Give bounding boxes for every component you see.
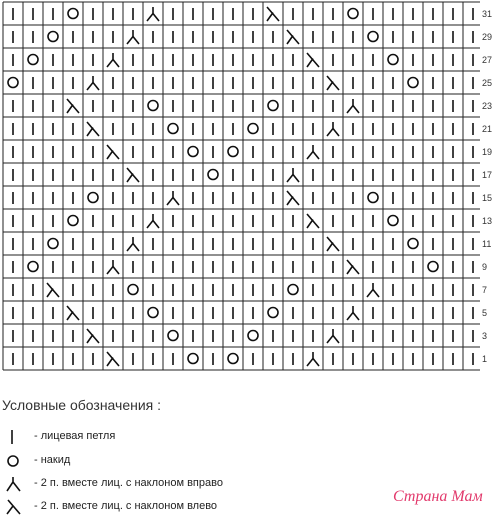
k2tog-right-icon xyxy=(4,474,24,494)
k2tog-right xyxy=(327,329,339,343)
yarn-over xyxy=(148,101,158,111)
k2tog-right xyxy=(107,53,119,67)
yarn-over xyxy=(248,124,258,134)
row-number: 13 xyxy=(482,215,493,226)
yarn-over-icon xyxy=(4,451,24,471)
k2tog-right xyxy=(307,352,319,366)
row-number: 1 xyxy=(482,353,488,364)
k2tog-right xyxy=(147,7,159,21)
k2tog-left-icon xyxy=(4,497,24,517)
row-number: 11 xyxy=(482,238,492,249)
k2tog-right xyxy=(107,260,119,274)
row-number: 21 xyxy=(482,123,493,134)
row-number: 23 xyxy=(482,100,493,111)
row-number: 25 xyxy=(482,77,493,88)
k2tog-right xyxy=(127,237,139,251)
k2tog-right xyxy=(87,76,99,90)
k2tog-left xyxy=(47,283,59,297)
watermark-logo: Страна Мам xyxy=(393,488,483,505)
yarn-over xyxy=(368,32,378,42)
yarn-over xyxy=(428,262,438,272)
k2tog-left xyxy=(287,191,299,205)
k2tog-right xyxy=(167,191,179,205)
yarn-over xyxy=(388,55,398,65)
yarn-over xyxy=(268,101,278,111)
legend-label: - 2 п. вместе лиц. с наклоном влево xyxy=(34,500,218,512)
yarn-over xyxy=(28,262,38,272)
row-number: 5 xyxy=(482,307,488,318)
k2tog-right xyxy=(367,283,379,297)
k2tog-left xyxy=(267,7,279,21)
k2tog-right xyxy=(307,145,319,159)
legend-item-knit xyxy=(4,427,304,449)
k2tog-left xyxy=(287,30,299,44)
yarn-over xyxy=(368,193,378,203)
yarn-over xyxy=(188,354,198,364)
yarn-over xyxy=(168,124,178,134)
yarn-over xyxy=(128,285,138,295)
yarn-over xyxy=(48,239,58,249)
yarn-over xyxy=(408,239,418,249)
k2tog-left xyxy=(327,76,339,90)
yarn-over xyxy=(388,216,398,226)
yarn-over xyxy=(68,216,78,226)
k2tog-right xyxy=(287,168,299,182)
yarn-over xyxy=(288,285,298,295)
k2tog-left xyxy=(347,260,359,274)
yarn-over xyxy=(48,32,58,42)
k2tog-right xyxy=(347,306,359,320)
legend-label: - 2 п. вместе лиц. с наклоном вправо xyxy=(34,477,223,489)
yarn-over xyxy=(168,331,178,341)
row-number: 7 xyxy=(482,284,488,295)
yarn-over xyxy=(28,55,38,65)
legend-item-yarn-over xyxy=(4,451,304,473)
k2tog-right xyxy=(127,30,139,44)
yarn-over xyxy=(268,308,278,318)
row-number: 17 xyxy=(482,169,493,180)
yarn-over xyxy=(248,331,258,341)
yarn-over xyxy=(348,9,358,19)
k2tog-left xyxy=(67,306,79,320)
legend-item-k2tog-right xyxy=(4,474,304,496)
legend-label: - лицевая петля xyxy=(34,430,116,442)
row-number: 29 xyxy=(482,31,493,42)
k2tog-left xyxy=(87,122,99,136)
k2tog-right xyxy=(327,122,339,136)
yarn-over xyxy=(228,354,238,364)
yarn-over xyxy=(88,193,98,203)
legend-item-k2tog-left xyxy=(4,497,304,519)
k2tog-left xyxy=(67,99,79,113)
k2tog-left xyxy=(107,352,119,366)
k2tog-left xyxy=(307,53,319,67)
yarn-over xyxy=(188,147,198,157)
k2tog-left xyxy=(327,237,339,251)
yarn-over xyxy=(228,147,238,157)
yarn-over xyxy=(68,9,78,19)
legend-title: Условные обозначения : xyxy=(2,397,162,413)
row-number: 3 xyxy=(482,330,488,341)
row-number: 15 xyxy=(482,192,493,203)
k2tog-left xyxy=(307,214,319,228)
row-number: 9 xyxy=(482,261,488,272)
k2tog-left xyxy=(127,168,139,182)
yarn-over xyxy=(8,78,18,88)
yarn-over xyxy=(408,78,418,88)
k2tog-right xyxy=(347,99,359,113)
k2tog-right xyxy=(147,214,159,228)
knit-stitch-icon xyxy=(4,427,24,447)
row-number: 31 xyxy=(482,8,493,19)
yarn-over xyxy=(208,170,218,180)
k2tog-left xyxy=(107,145,119,159)
k2tog-left xyxy=(87,329,99,343)
row-number: 27 xyxy=(482,54,493,65)
row-number: 19 xyxy=(482,146,493,157)
legend-label: - накид xyxy=(34,454,71,466)
yarn-over xyxy=(148,308,158,318)
